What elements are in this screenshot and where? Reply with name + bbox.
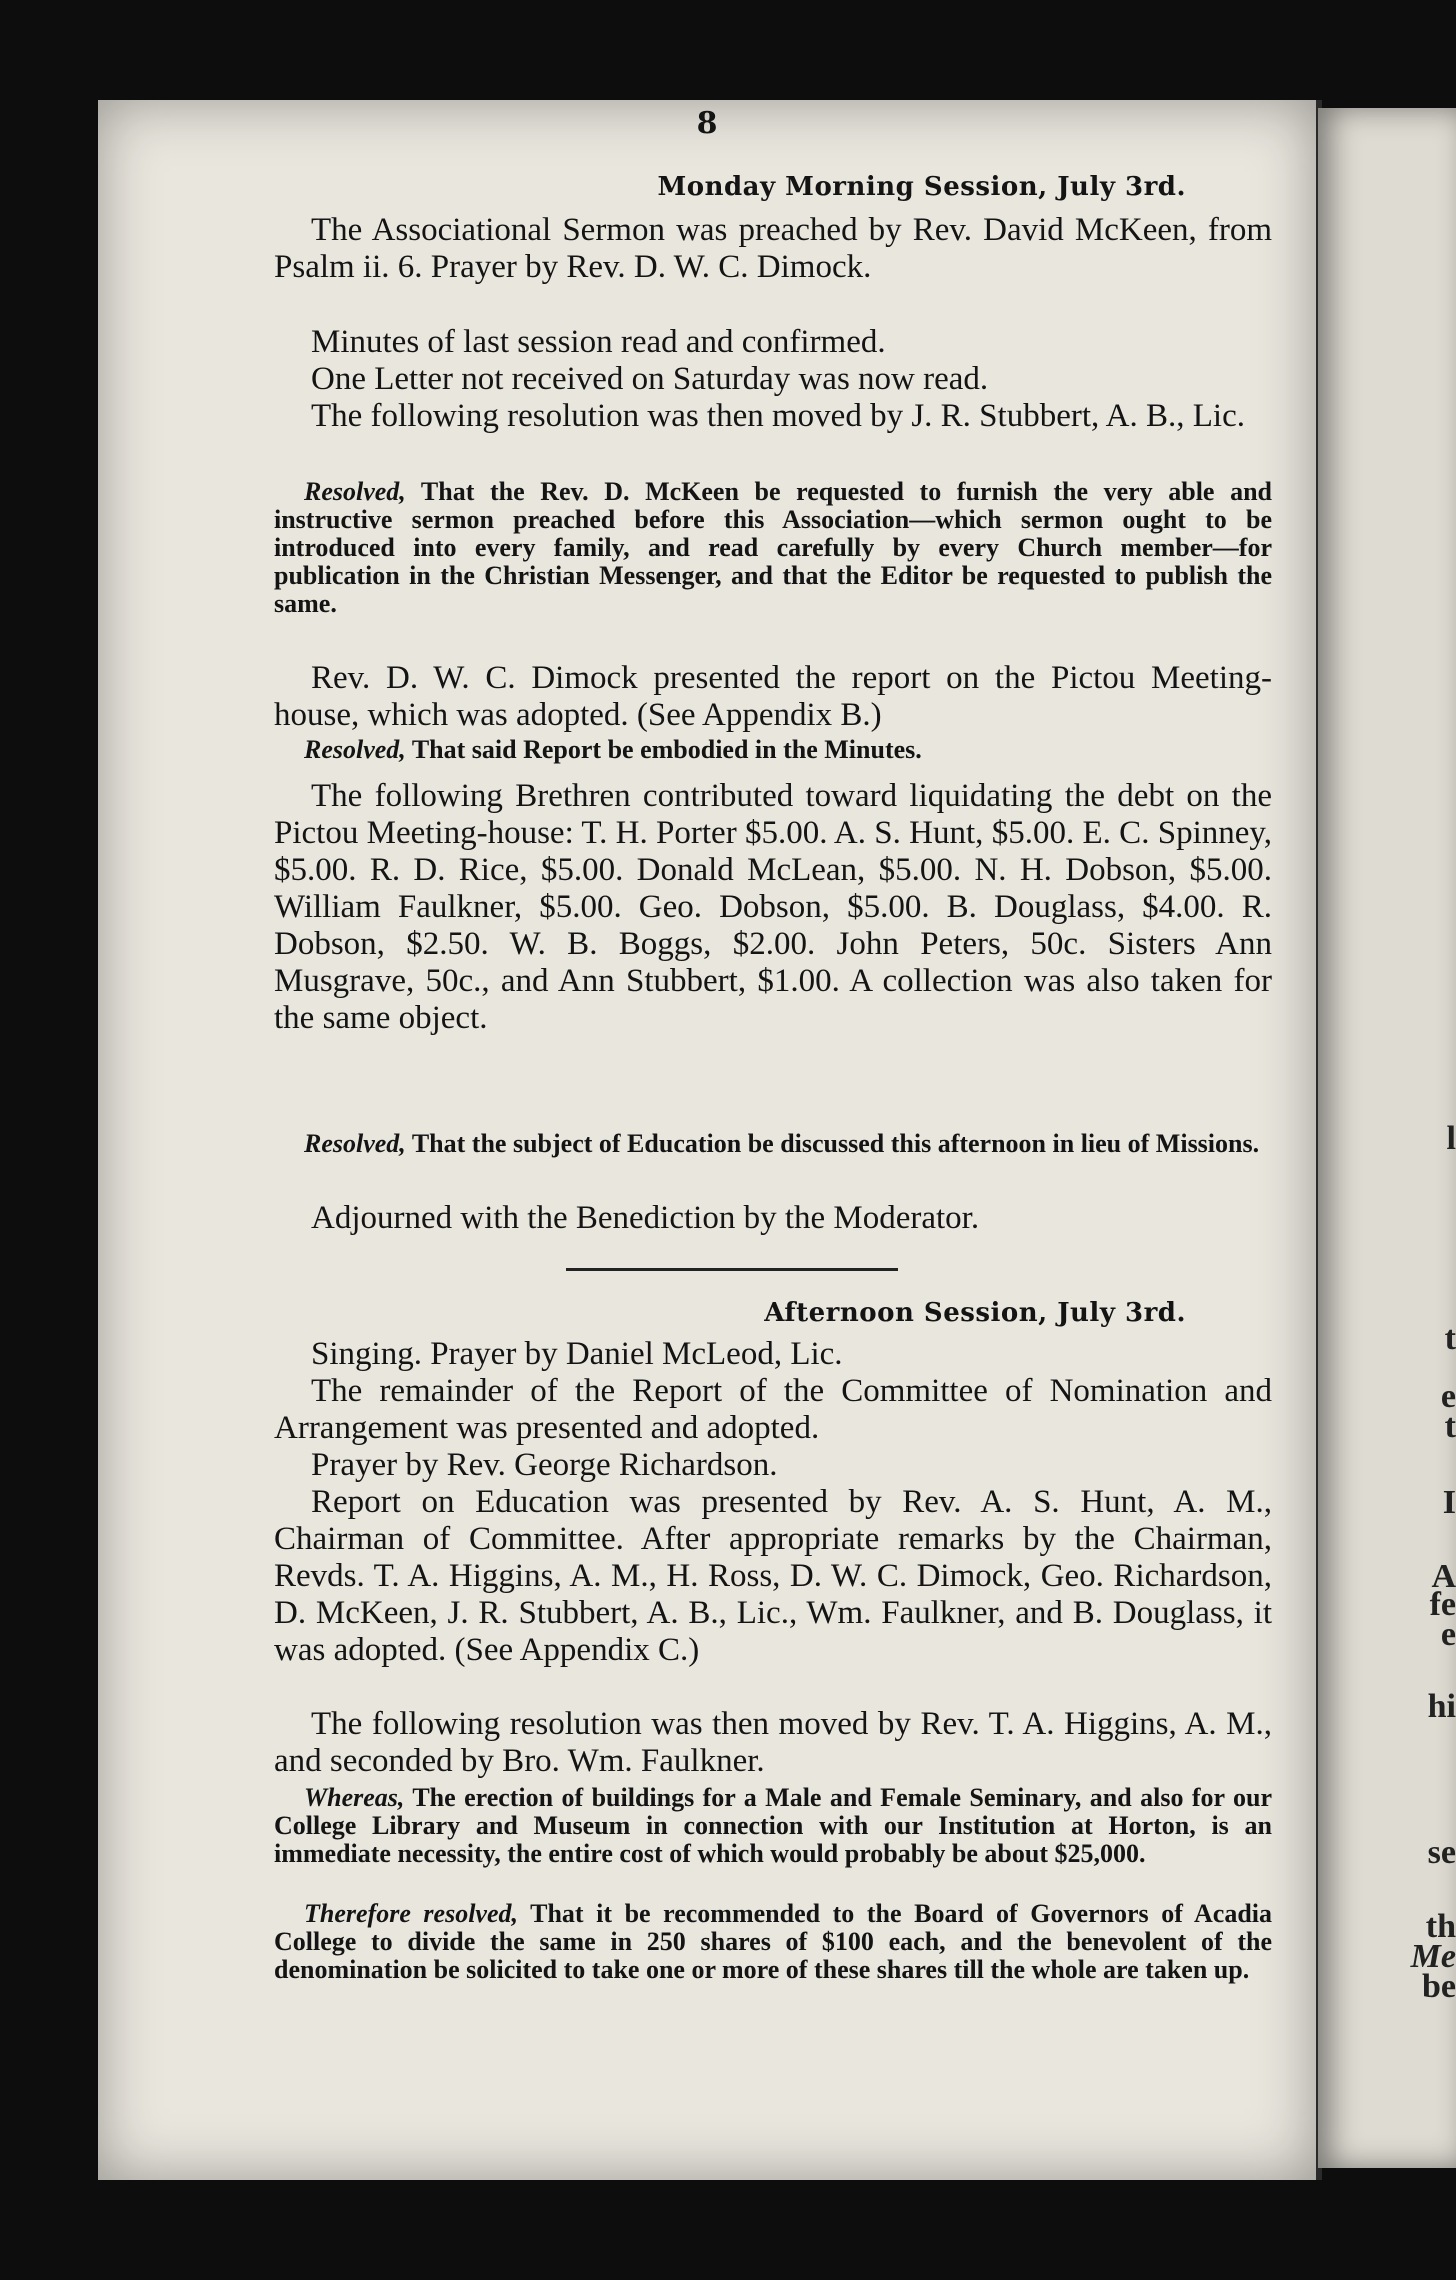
adjacent-fragment: A xyxy=(1431,1558,1456,1595)
resolution-education xyxy=(274,1130,1272,1158)
adjacent-fragment: l xyxy=(1446,1120,1456,1157)
paragraph-nomination-report: The remainder of the Report of the Committee of Nomination and Arrangement was presented and adopted. xyxy=(274,1373,1272,1446)
paragraph-prayer: Prayer by Rev. George Richardson. xyxy=(311,1447,778,1483)
adjacent-fragment: hi xyxy=(1427,1688,1456,1725)
afternoon-session-heading: Afternoon Session, July 3rd. xyxy=(764,1298,1186,1328)
adjacent-fragment: fe xyxy=(1429,1586,1456,1623)
therefore-resolved-clause xyxy=(274,1900,1272,1984)
morning-session-heading: Monday Morning Session, July 3rd. xyxy=(657,172,1186,202)
paragraph-resolution-intro: The following resolution was then moved by J. R. Stubbert, A. B., Lic. xyxy=(311,398,1245,434)
resolution-sermon xyxy=(274,478,1272,618)
page-number: 8 xyxy=(696,106,718,141)
document-page xyxy=(98,100,1316,2180)
resolution-text: That said Report be embodied in the Minutes. xyxy=(405,735,922,764)
paragraph-minutes: Minutes of last session read and confirmed. xyxy=(311,324,886,360)
adjacent-fragment: be xyxy=(1422,1968,1456,2005)
adjacent-fragment: e xyxy=(1440,1378,1456,1415)
adjacent-fragment: Me xyxy=(1410,1938,1456,1975)
adjacent-fragment: t xyxy=(1444,1320,1456,1357)
resolution-report xyxy=(274,736,1272,764)
section-divider xyxy=(566,1268,898,1271)
whereas-clause xyxy=(274,1784,1272,1868)
resolved-label: Resolved, xyxy=(304,477,406,506)
paragraph-letter: One Letter not received on Saturday was now read. xyxy=(311,361,989,397)
paragraph-contributions: The following Brethren contributed toward liquidating the debt on the Pictou Meeting-house: T. H. Porter $5.00. A. S. Hunt, $5.00. E. C. Spinney, $5.00. R. D. Rice, $5.00. Donald McLean, $5.00. N. H. Dobson, $5.00. William Faulkner, $5.00. Geo. Dobson, $5.00. B. Douglass, $4.00. R. Dobson, $2.50. W. B. Boggs, $2.00. John Peters, 50c. Sisters Ann Musgrave, 50c., and Ann Stubbert, $1.00. A collection was also taken for the same object. xyxy=(274,778,1272,1036)
whereas-text: The erection of buildings for a Male and Female Seminary, and also for our College Library and Museum in connection with our Institution at Horton, is an immediate necessity, the entire cost of which would probably be about $25,000. xyxy=(274,1783,1272,1868)
adjacent-fragment: se xyxy=(1427,1834,1456,1871)
resolution-text: That the subject of Education be discussed this afternoon in lieu of Missions. xyxy=(405,1129,1260,1158)
paragraph-sermon: The Associational Sermon was preached by Rev. David McKeen, from Psalm ii. 6. Prayer by Rev. D. W. C. Dimock. xyxy=(274,212,1272,285)
adjacent-fragment: th xyxy=(1425,1908,1456,1945)
paragraph-education-report: Report on Education was presented by Rev. A. S. Hunt, A. M., Chairman of Committee. After appropriate remarks by the Chairman, Revds. T. A. Higgins, A. M., H. Ross, D. W. C. Dimock, Geo. Richardson, D. McKeen, J. R. Stubbert, A. B., Lic., Wm. Faulkner, and B. Douglass, it was adopted. (See Appendix C.) xyxy=(274,1484,1272,1668)
paragraph-pictou-report: Rev. D. W. C. Dimock presented the report on the Pictou Meeting-house, which was adopted. (See Appendix B.) xyxy=(274,660,1272,733)
adjacent-fragment: e xyxy=(1440,1616,1456,1653)
therefore-resolved-text: That it be recommended to the Board of Governors of Acadia College to divide the same in 250 shares of $100 each, and the benevolent of the denomination be solicited to take one or more of these shares till the whole are taken up. xyxy=(274,1899,1273,1984)
adjacent-fragment: t xyxy=(1444,1408,1456,1445)
paragraph-adjourned: Adjourned with the Benediction by the Moderator. xyxy=(311,1200,980,1236)
paragraph-resolution-moved: The following resolution was then moved by Rev. T. A. Higgins, A. M., and seconded by Bro. Wm. Faulkner. xyxy=(274,1706,1272,1779)
adjacent-page-edge xyxy=(1318,108,1456,2168)
paragraph-singing: Singing. Prayer by Daniel McLeod, Lic. xyxy=(311,1336,843,1372)
adjacent-fragment: I xyxy=(1442,1484,1456,1521)
resolved-label: Resolved, xyxy=(304,1129,406,1158)
whereas-label: Whereas, xyxy=(304,1783,405,1812)
resolved-label: Resolved, xyxy=(304,735,406,764)
resolution-text: That the Rev. D. McKeen be requested to furnish the very able and instructive sermon preached before this Association—which sermon ought to be introduced into every family, and read carefully by every Church member—for publication in the Christian Messenger, and that the Editor be requested to publish the same. xyxy=(274,477,1272,618)
therefore-resolved-label: Therefore resolved, xyxy=(304,1899,519,1928)
